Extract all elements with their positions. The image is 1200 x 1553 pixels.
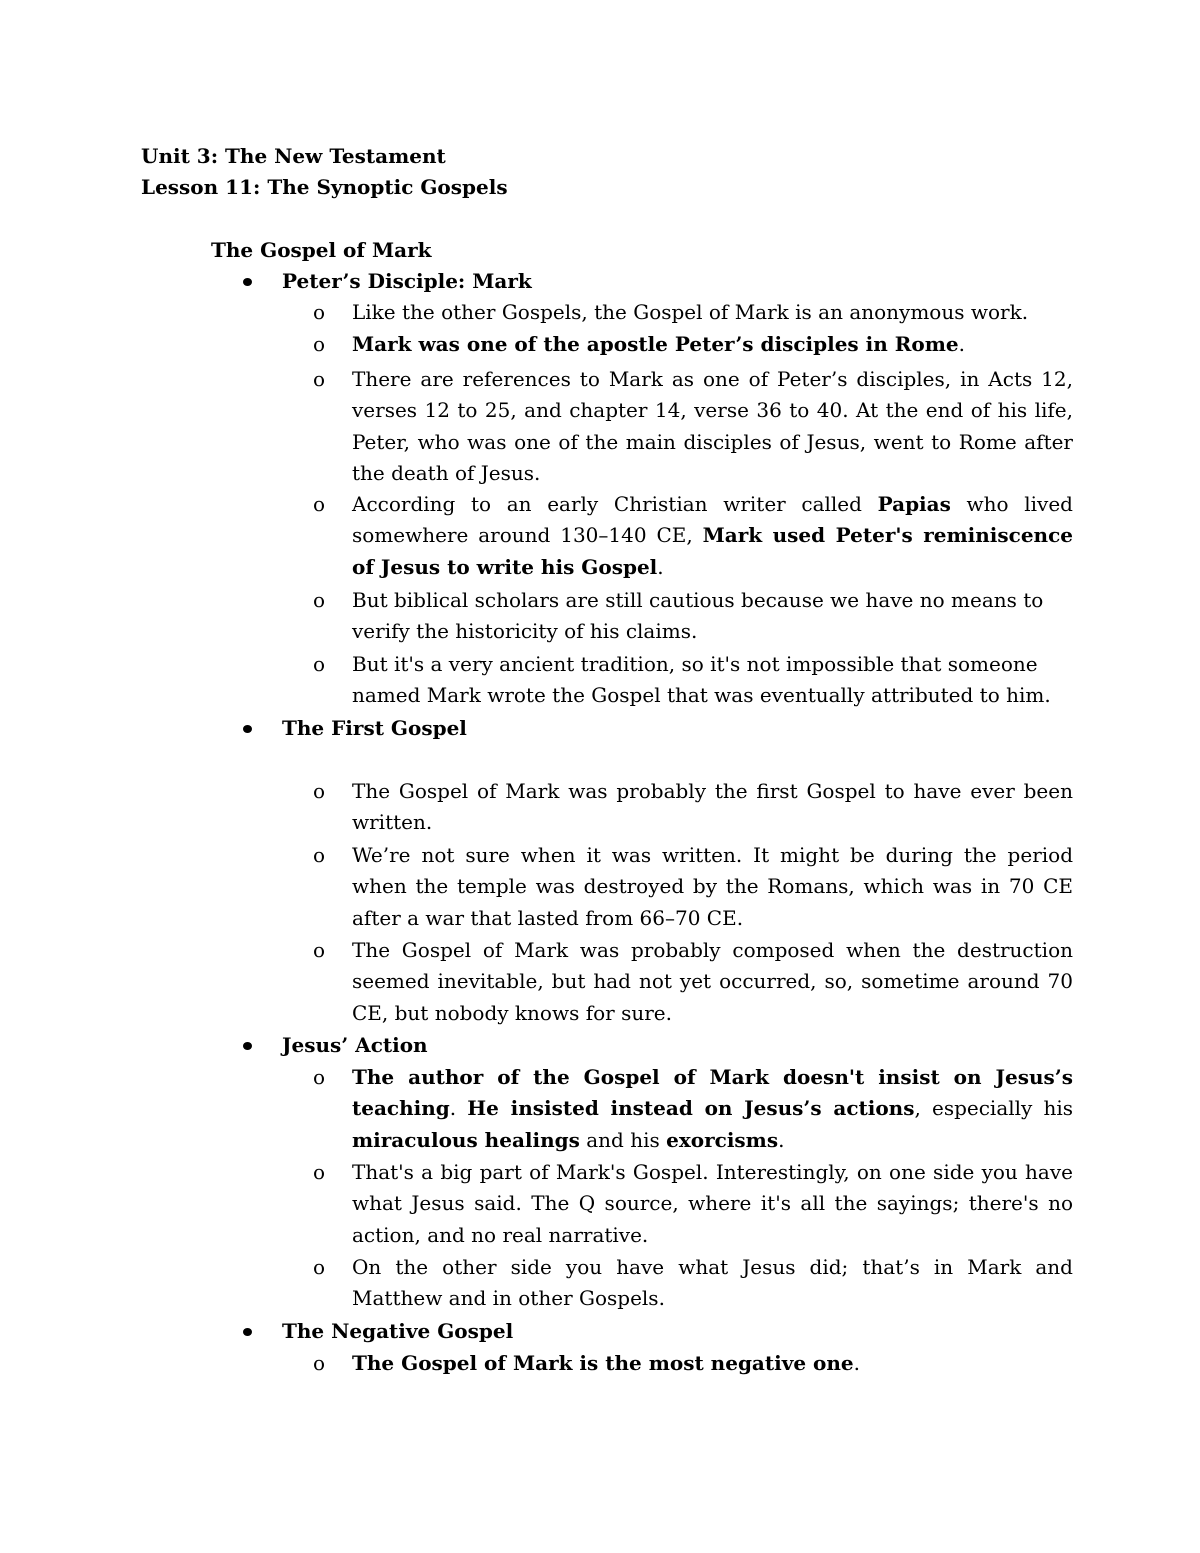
topic-heading-text: Jesus’ Action: [282, 1033, 428, 1057]
bullet-icon: [243, 1328, 252, 1336]
list-item: [313, 776, 1073, 839]
list-item: [313, 489, 1073, 583]
bullet-icon: [243, 725, 252, 733]
bullet-icon: [243, 278, 252, 286]
list-item-text: On the other side you have what Jesus did; that’s in Mark and Matthew and in other Gospels.: [352, 1255, 1073, 1311]
topic-heading-text: The First Gospel: [282, 716, 467, 740]
list-item-text: Like the other Gospels, the Gospel of Mark is an anonymous work.: [352, 300, 1029, 324]
circle-bullet-icon: o: [313, 779, 326, 803]
section-title: The Gospel of Mark: [211, 238, 432, 262]
list-item-text: Mark was one of the apostle Peter’s disciples in Rome.: [352, 332, 965, 356]
list-item-text: The Gospel of Mark was probably the first Gospel to have ever been written.: [352, 779, 1073, 835]
bullet-icon: [243, 1042, 252, 1050]
list-item-text: According to an early Christian writer called Papias who lived somewhere around 130–140 CE, Mark used Peter's reminiscence of Jesus to write his Gospel.: [352, 492, 1074, 579]
circle-bullet-icon: o: [313, 1351, 326, 1375]
list-item: [313, 297, 1073, 328]
circle-bullet-icon: o: [313, 1255, 326, 1279]
topic-heading-text: Peter’s Disciple: Mark: [282, 269, 532, 293]
circle-bullet-icon: o: [313, 843, 326, 867]
circle-bullet-icon: o: [313, 367, 326, 391]
list-item: [313, 364, 1073, 489]
circle-bullet-icon: o: [313, 938, 326, 962]
list-item: [313, 840, 1073, 934]
topic-heading: [243, 1316, 1123, 1347]
list-item: [313, 935, 1073, 1029]
topic-heading-text: The Negative Gospel: [282, 1319, 514, 1343]
circle-bullet-icon: o: [313, 652, 326, 676]
list-item: [313, 1348, 1073, 1379]
list-item-text: But it's a very ancient tradition, so it's not impossible that someone named Mark wrote the Gospel that was eventually attributed to him.: [352, 652, 1051, 708]
list-item-text: But biblical scholars are still cautious because we have no means to verify the historicity of his claims.: [352, 588, 1044, 644]
list-item: [313, 649, 1073, 712]
list-item-text: We’re not sure when it was written. It might be during the period when the temple was destroyed by the Romans, which was in 70 CE after a war that lasted from 66–70 CE.: [352, 843, 1073, 930]
topic-heading: [243, 1030, 1123, 1061]
list-item: [313, 585, 1073, 648]
list-item-text: The Gospel of Mark is the most negative one.: [352, 1351, 860, 1375]
topic-heading: [243, 266, 1123, 297]
list-item: [313, 329, 1073, 360]
lesson-title: Lesson 11: The Synoptic Gospels: [141, 175, 508, 199]
list-item-text: There are references to Mark as one of Peter’s disciples, in Acts 12, verses 12 to 25, and chapter 14, verse 36 to 40. At the end of his life, Peter, who was one of the main disciples of Jesus, went to Rome after the death of Jesus.: [352, 367, 1073, 485]
unit-title: Unit 3: The New Testament: [141, 144, 446, 168]
circle-bullet-icon: o: [313, 588, 326, 612]
circle-bullet-icon: o: [313, 1065, 326, 1089]
list-item-text: The author of the Gospel of Mark doesn't insist on Jesus’s teaching. He insisted instead on Jesus’s actions, especially his miraculous healings and his exorcisms.: [352, 1065, 1073, 1152]
topic-heading: [243, 713, 1123, 744]
circle-bullet-icon: o: [313, 300, 326, 324]
list-item: [313, 1252, 1073, 1315]
list-item-text: The Gospel of Mark was probably composed when the destruction seemed inevitable, but had not yet occurred, so, sometime around 70 CE, but nobody knows for sure.: [352, 938, 1073, 1025]
list-item: [313, 1062, 1073, 1156]
circle-bullet-icon: o: [313, 492, 326, 516]
list-item: [313, 1157, 1073, 1251]
circle-bullet-icon: o: [313, 332, 326, 356]
circle-bullet-icon: o: [313, 1160, 326, 1184]
list-item-text: That's a big part of Mark's Gospel. Interestingly, on one side you have what Jesus said. The Q source, where it's all the sayings; there's no action, and no real narrative.: [352, 1160, 1073, 1247]
